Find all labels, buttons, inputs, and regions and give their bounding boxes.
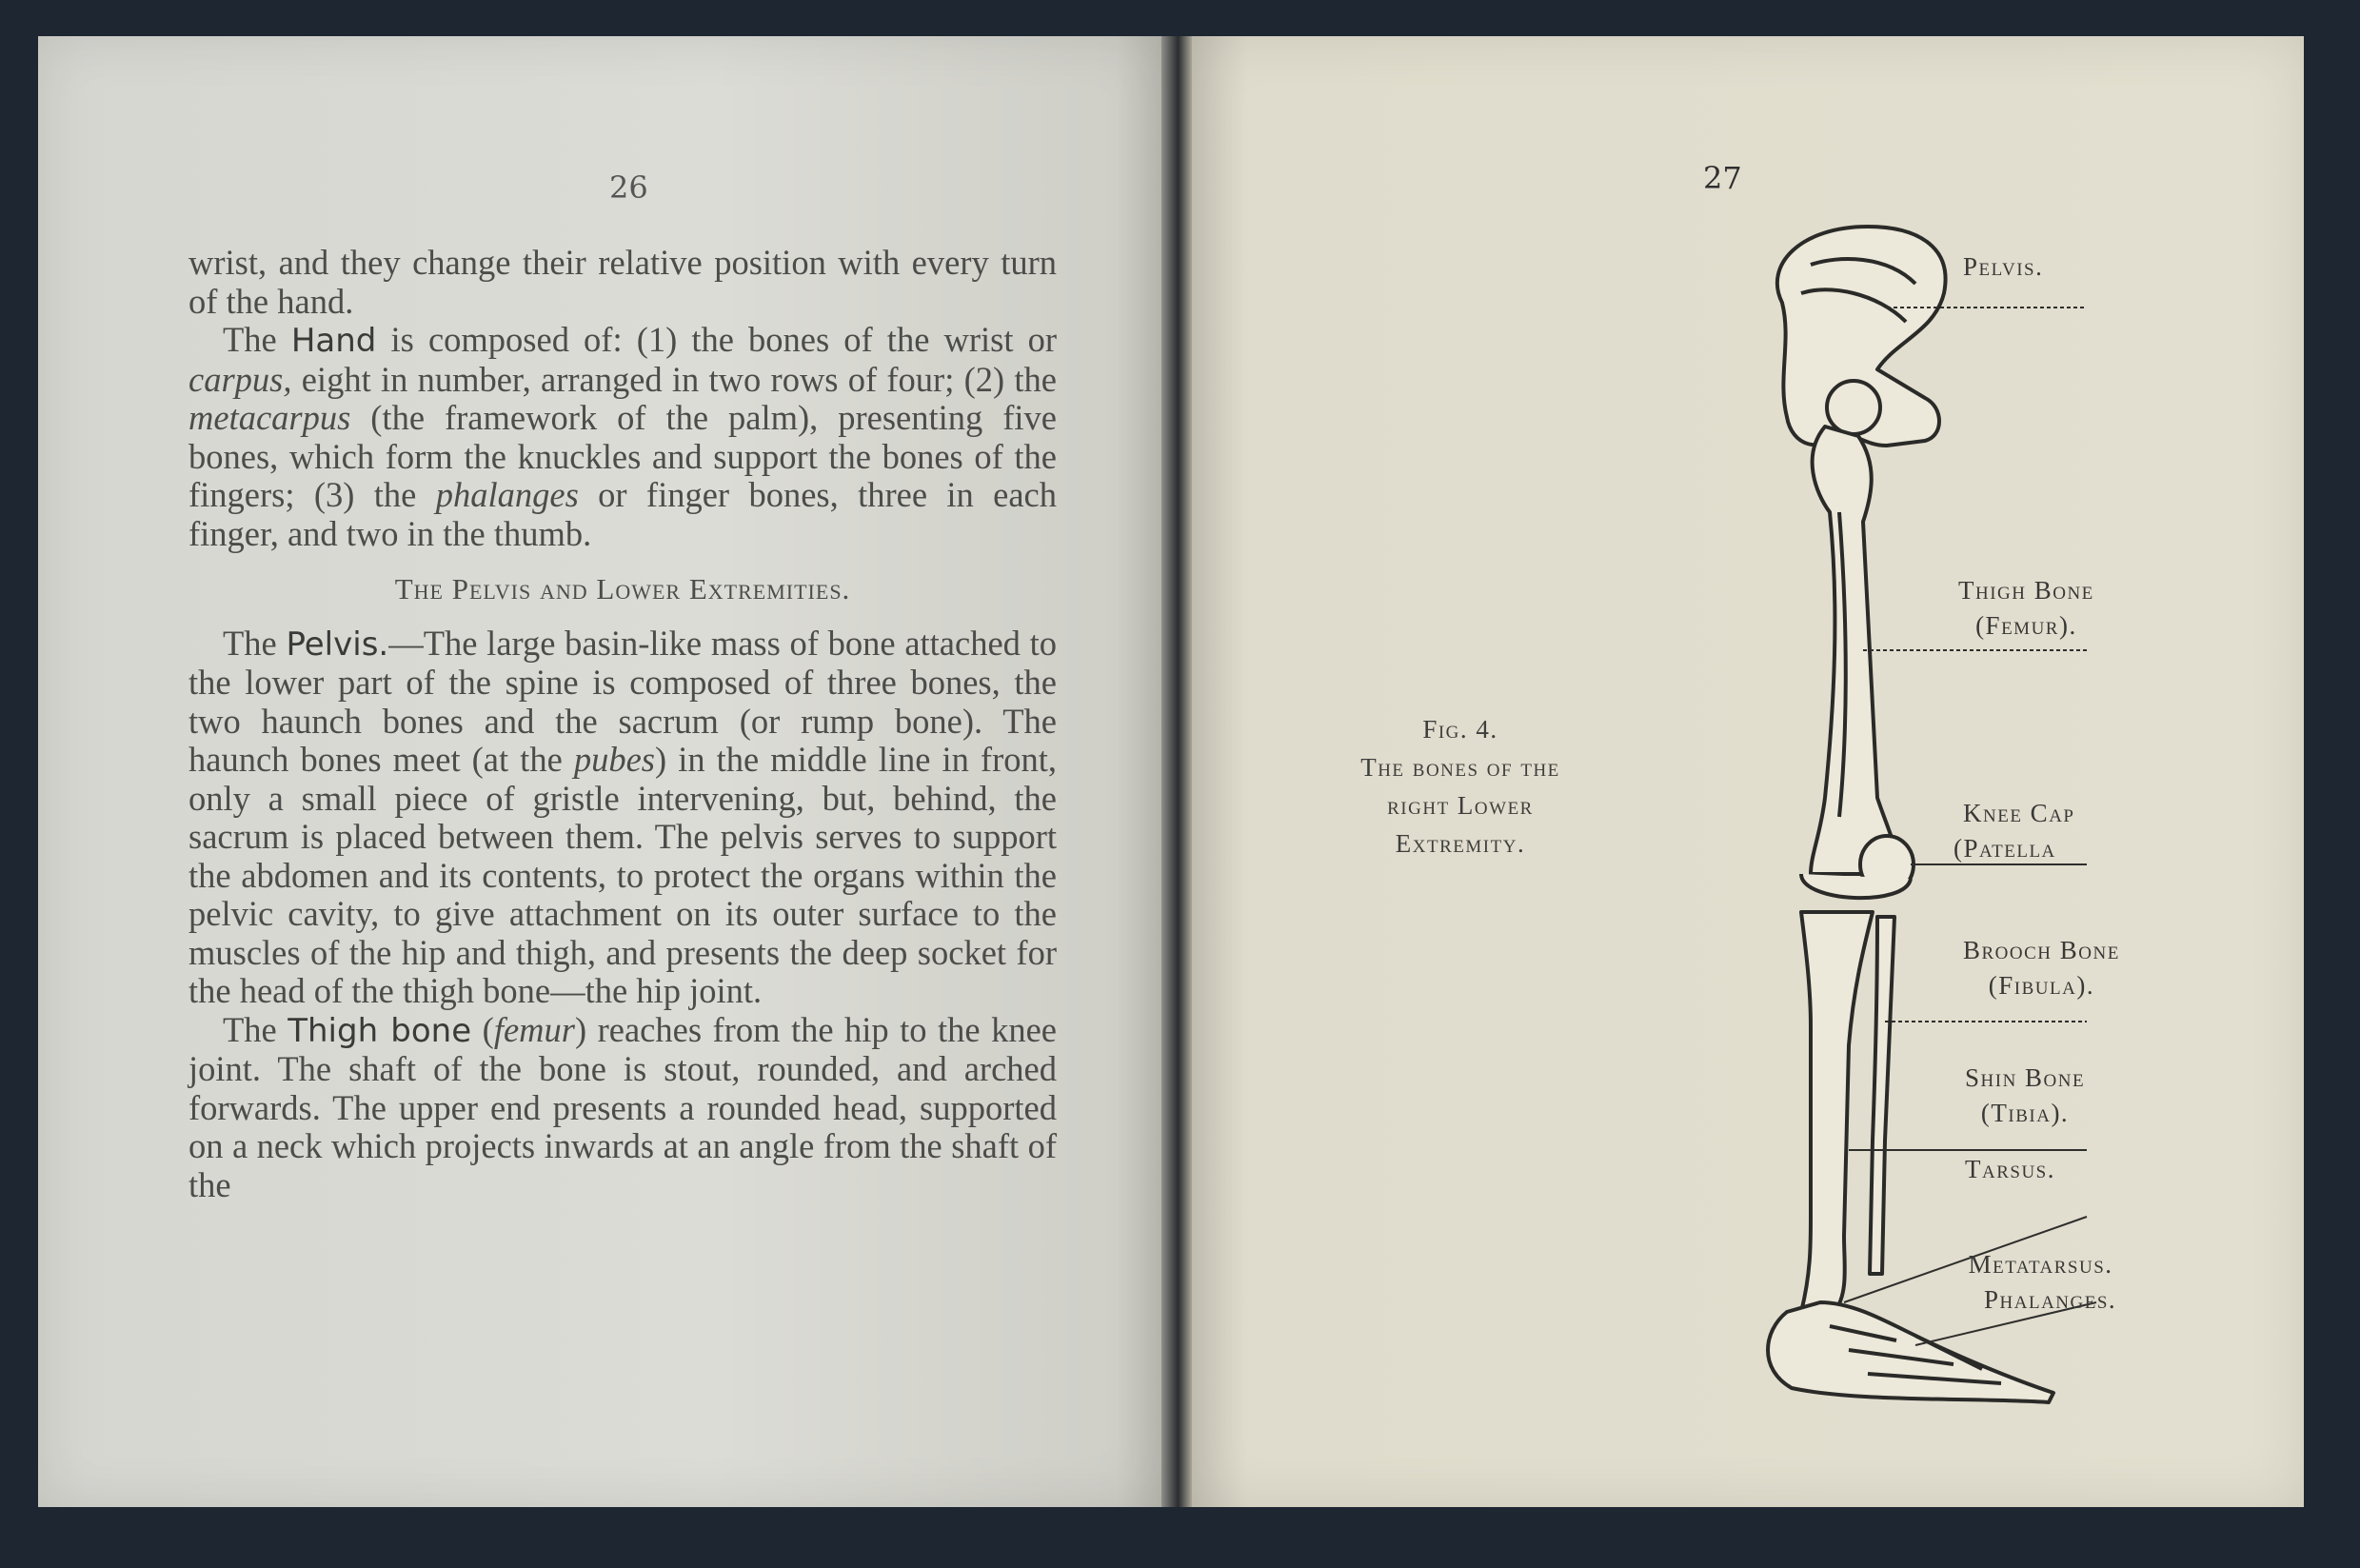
book-gutter bbox=[1161, 36, 1192, 1507]
right-page bbox=[1192, 36, 2304, 1507]
term-pelvis: Pelvis. bbox=[286, 625, 389, 664]
label-tarsus: Tarsus. bbox=[1965, 1155, 2055, 1183]
femur-head bbox=[1827, 381, 1880, 434]
section-heading: The Pelvis and Lower Extremities. bbox=[394, 572, 851, 605]
text-run: ) reaches from the hip to the knee joint. The shaft of the bone is stout, rounded, and arched forwards. The upper end presents a rounded head, supported on a neck which projects inwards at an angle from the shaft of the bbox=[188, 1009, 1058, 1204]
term-pubes: pubes bbox=[573, 740, 655, 779]
femur-bone bbox=[1811, 427, 1901, 874]
caption-line: Extremity. bbox=[1395, 829, 1526, 858]
label-line: (Patella bbox=[1953, 834, 2056, 863]
label-line: Metatarsus. bbox=[1968, 1250, 2113, 1279]
label-line: Brooch Bone bbox=[1963, 936, 2120, 964]
label-line: Shin Bone bbox=[1965, 1063, 2086, 1092]
text-run: eight in number, arranged in two rows of four; (2) the bbox=[291, 359, 1057, 399]
page-number-left: 26 bbox=[609, 169, 648, 206]
label-line: Phalanges. bbox=[1984, 1285, 2117, 1314]
label-shin-bone bbox=[1965, 1061, 2085, 1131]
label-line: Thigh Bone bbox=[1958, 576, 2094, 605]
term-carpus: carpus, bbox=[188, 359, 292, 399]
term-hand: Hand bbox=[290, 322, 377, 360]
page-number-right: 27 bbox=[1703, 160, 1742, 196]
term-thigh-bone: Thigh bone bbox=[288, 1011, 472, 1050]
label-metatarsus-phalanges bbox=[1965, 1247, 2116, 1318]
book-spread bbox=[38, 36, 2304, 1507]
figure-caption bbox=[1299, 710, 1622, 863]
text-run: ) in the middle line in front, only a small piece of gristle intervening, but, behind, the sacrum is placed between them. The pelvis serves to support the abdomen and its contents, to protect the organs within the pelvic cavity, to give attachment on its outer surface to the muscles of the hip and thigh, and presents the deep socket for the head of the thigh bone—the hip joint. bbox=[188, 740, 1057, 1010]
label-line: (Femur). bbox=[1975, 611, 2077, 640]
paragraph-wrist: wrist, and they change their relative position with every turn of the hand. bbox=[188, 243, 1057, 321]
text-run: ( bbox=[471, 1009, 494, 1049]
text-run: (the framework of the palm), presenting five bones, which form the knuckles and support the bones of the fingers; (3) the bbox=[188, 398, 1057, 514]
text-run: is composed of: (1) the bones of the wrist or bbox=[376, 320, 1058, 359]
caption-line: Fig. 4. bbox=[1422, 715, 1498, 744]
caption-line: right Lower bbox=[1387, 791, 1534, 820]
label-line: (Tibia). bbox=[1980, 1099, 2070, 1127]
label-knee-cap bbox=[1953, 796, 2074, 866]
left-page bbox=[38, 36, 1161, 1507]
paragraph-pelvis bbox=[188, 625, 1057, 1011]
caption-line: The bones of the bbox=[1360, 753, 1560, 782]
label-line: (Fibula). bbox=[1988, 971, 2095, 1000]
paragraph-thigh bbox=[188, 1011, 1057, 1205]
text-run: The bbox=[223, 320, 291, 359]
paragraph-hand bbox=[188, 321, 1057, 553]
label-thigh-bone bbox=[1958, 573, 2094, 644]
term-phalanges: phalanges bbox=[435, 475, 579, 514]
text-run: The bbox=[223, 1009, 288, 1049]
left-page-body bbox=[188, 244, 1057, 1204]
text-run: or finger bones, three in each finger, and two in the thumb. bbox=[188, 475, 1057, 553]
text-run: —The large basin-like mass of bone attached to the lower part of the spine is composed of three bones, the two haunch bones and the sacrum (or rump bone). The haunch bones meet (at the bbox=[188, 623, 1058, 779]
fibula-bone bbox=[1870, 917, 1894, 1274]
label-brooch-bone bbox=[1963, 933, 2120, 1003]
term-femur: femur bbox=[493, 1009, 575, 1049]
text-run: The bbox=[223, 623, 287, 663]
label-pelvis: Pelvis. bbox=[1963, 252, 2044, 281]
label-line: Knee Cap bbox=[1963, 799, 2075, 827]
term-metacarpus: metacarpus bbox=[188, 398, 351, 437]
leg-skeleton-illustration bbox=[1668, 208, 2163, 1407]
tibia-bone bbox=[1801, 912, 1873, 1312]
